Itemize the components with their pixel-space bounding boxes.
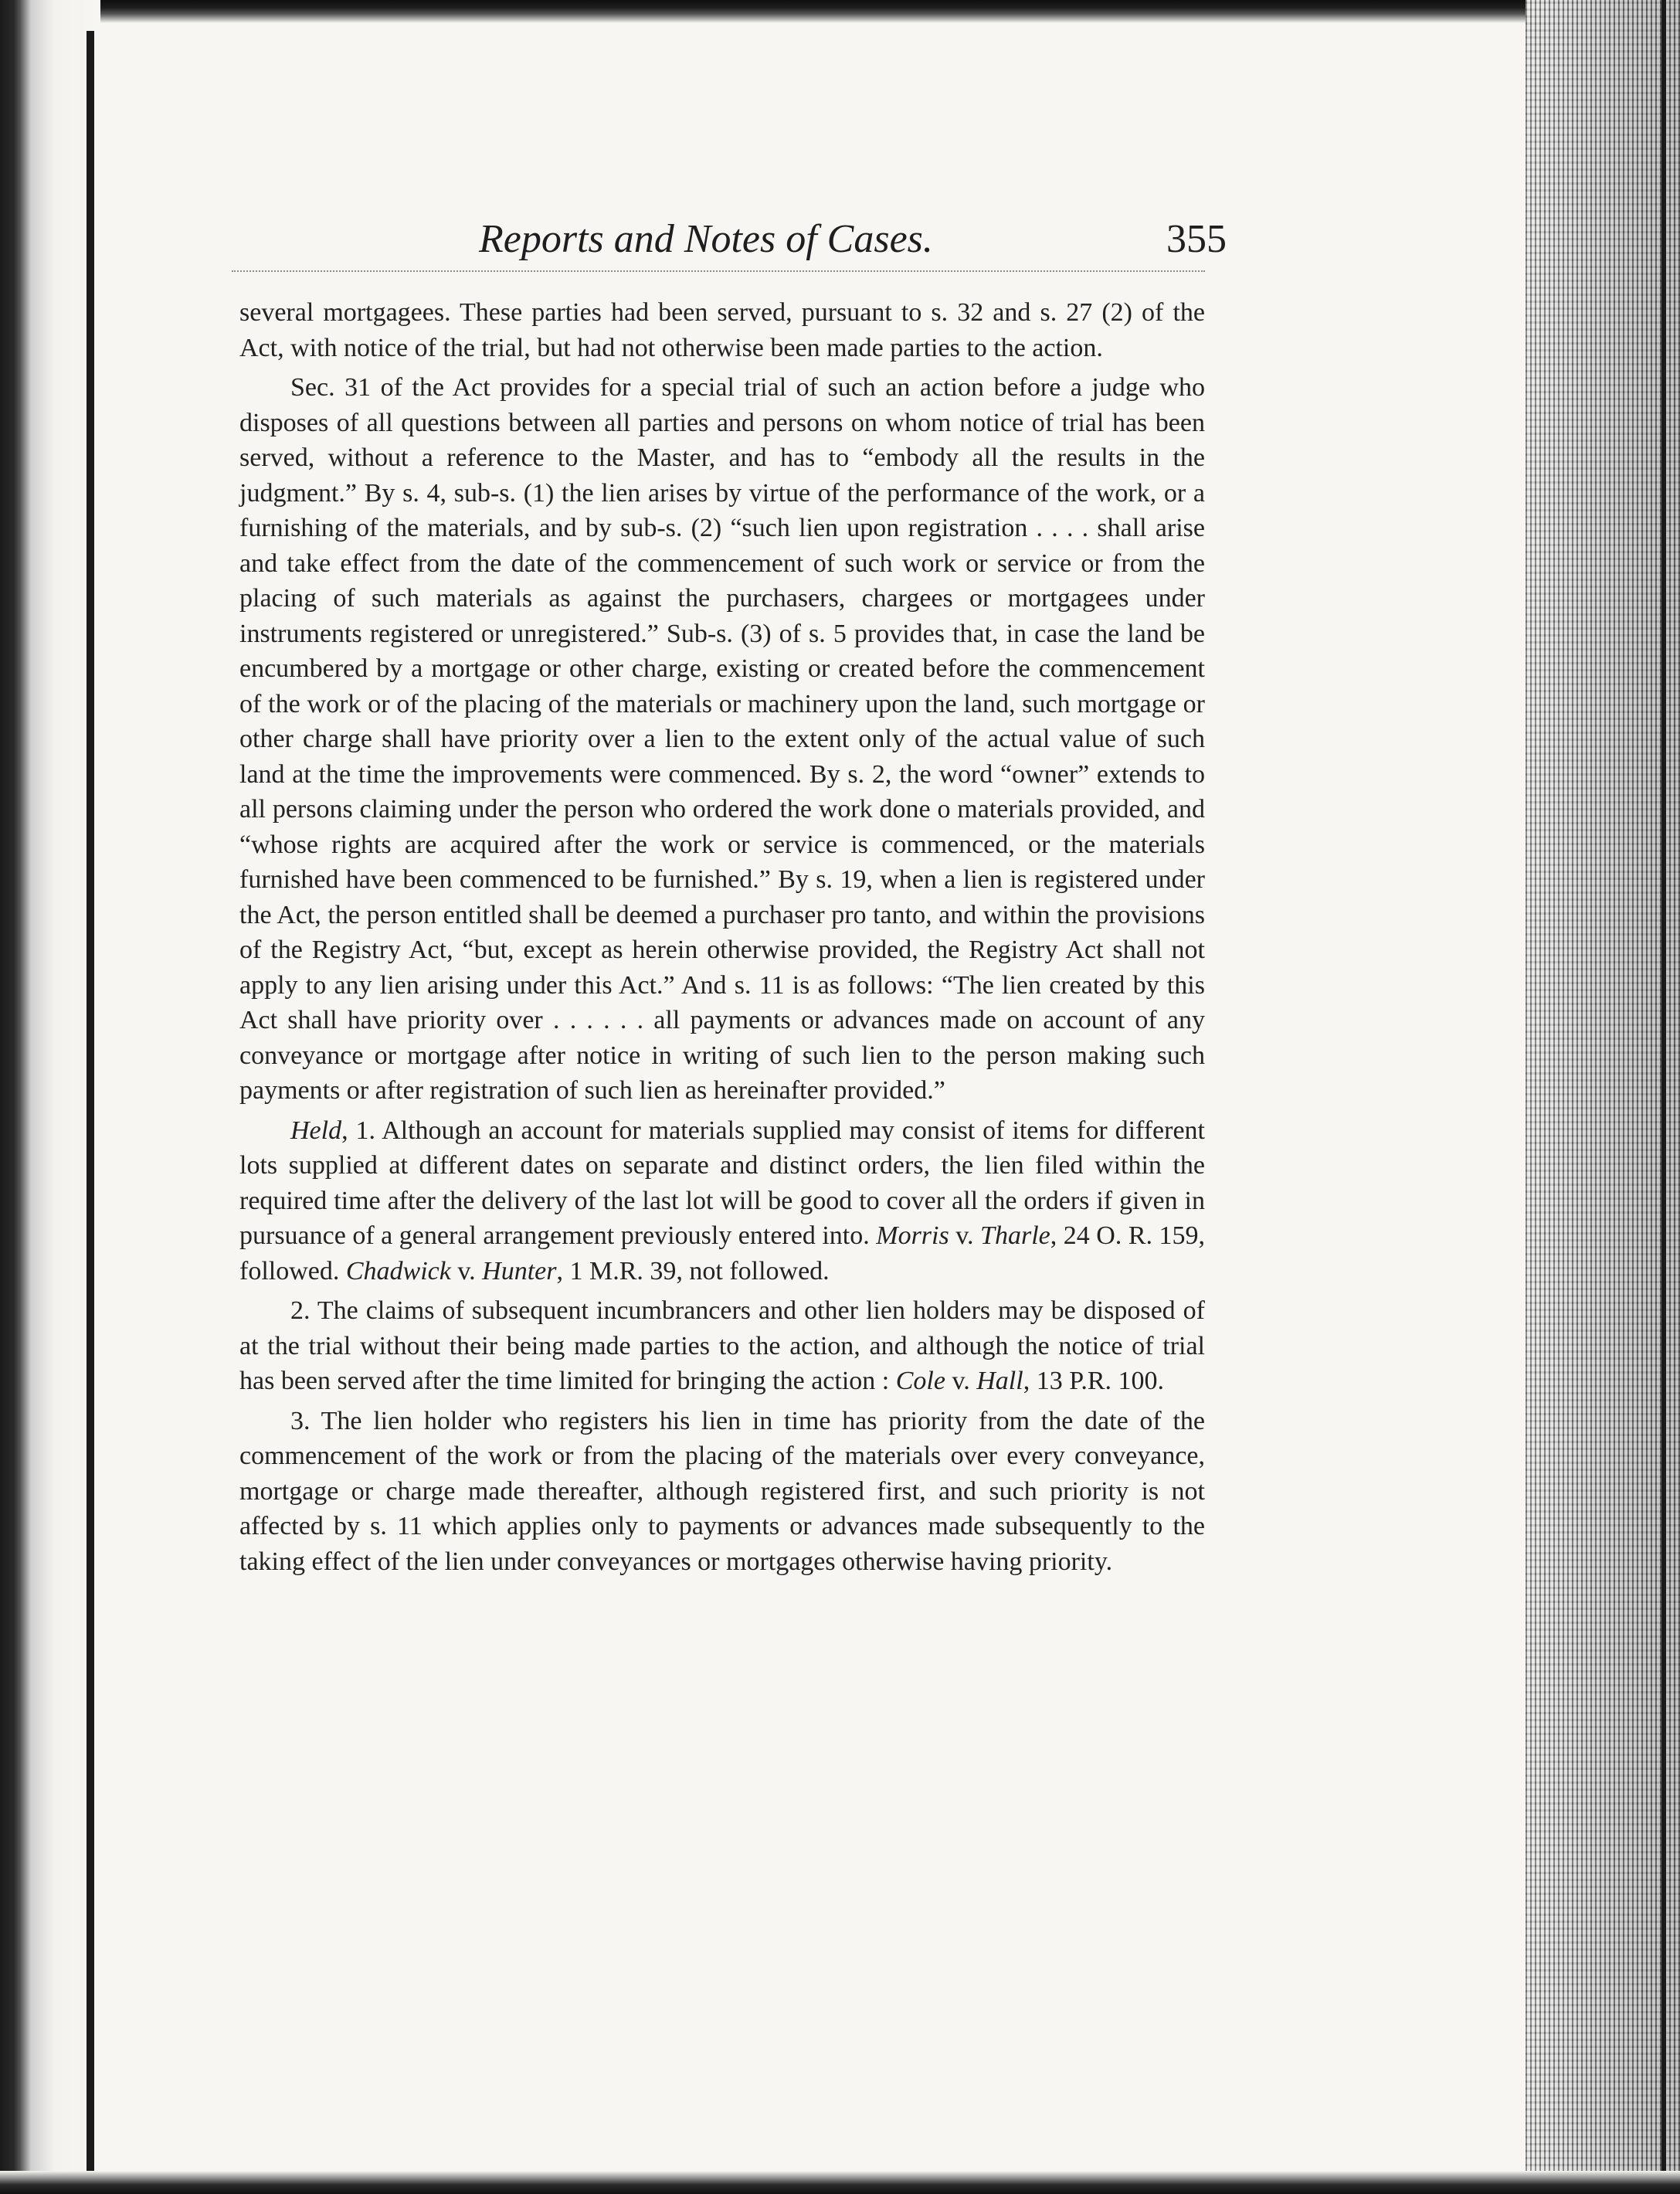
book-spine-shadow [87, 31, 94, 2179]
point-2-text: 2. The claims of subsequent incumbrancers and other lien holders may be disposed of at the trial without their being made parties to the action, and although the notice of trial has been served after the time limited for bringing the action : [239, 1296, 1205, 1395]
case-v: v. [945, 1367, 977, 1395]
paragraph-held [239, 1113, 1205, 1289]
paragraph-point-2 [239, 1293, 1205, 1399]
case-citation: , 1 M.R. 39, not followed. [556, 1256, 830, 1285]
paragraph-statute: Sec. 31 of the Act provides for a special trial of such an action before a judge who disposes of all questions between all parties and persons on whom notice of trial has been served, without a reference to the Master, and has to “embody all the results in the judgment.” By s. 4, sub-s. (1) the lien arises by virtue of the performance of the work, or a furnishing of the materials, and by sub-s. (2) “such lien upon registration . . . . shall arise and take effect from the date of the commencement of such work or service or from the placing of such materials as against the purchasers, chargees or mortgagees under instruments registered or unregistered.” Sub-s. (3) of s. 5 provides that, in case the land be encumbered by a mortgage or other charge, existing or created before the commencement of the work or of the placing of the materials or machinery upon the land, such mortgage or other charge shall have priority over a lien to the extent only of the actual value of such land at the time the improvements were commenced. By s. 2, the word “owner” extends to all persons claiming under the person who ordered the work done o materials provided, and “whose rights are acquired after the work or service is commenced, or the materials furnished have been commenced to be furnished.” By s. 19, when a lien is registered under the Act, the person entitled shall be deemed a purchaser pro tanto, and within the provisions of the Registry Act, “but, except as herein otherwise provided, the Registry Act shall not apply to any lien arising under this Act.” And s. 11 is as follows: “The lien created by this Act shall have priority over . . . . . . all payments or advances made on account of any conveyance or mortgage after notice in writing of such lien to the person making such payments or after registration of such lien as hereinafter provided.” [239, 373, 1205, 1105]
running-title: Reports and Notes of Cases. [479, 217, 933, 261]
case-name: Hunter [482, 1256, 557, 1285]
case-name: Hall [976, 1367, 1023, 1395]
scan-edge-left [0, 0, 100, 2194]
case-name: Morris [876, 1221, 949, 1250]
case-citation: , 13 P.R. 100. [1023, 1367, 1165, 1395]
scan-edge-bottom [0, 2171, 1680, 2194]
scan-edge-right [1526, 0, 1680, 2194]
scan-edge-top [0, 0, 1680, 23]
running-head [232, 216, 1236, 278]
case-name: Cole [895, 1367, 945, 1395]
case-citation: , 24 O. R. 159, followed. [239, 1221, 1206, 1285]
case-v: v. [450, 1256, 483, 1285]
paragraph-continued: several mortgagees. These parties had been served, pursuant to s. 32 and s. 27 (2) of the Act, with notice of the trial, but had not otherwise been made parties to the action. [239, 298, 1205, 362]
paragraph-point-3: 3. The lien holder who registers his lien in time has priority from the date of the commencement of the work or from the placing of the materials over every conveyance, mortgage or charge made thereafter, although registered first, and such priority is not affected by s. 11 which applies only to payments or advances made subsequently to the taking effect of the lien under conveyances or mortgages otherwise having priority. [239, 1406, 1205, 1576]
header-rule [232, 270, 1205, 272]
scan-edge-right-line [1661, 0, 1666, 2194]
case-name: Tharle [980, 1221, 1050, 1250]
page-number: 355 [1166, 217, 1227, 261]
held-text: , 1. Although an account for materials supplied may consist of items for different lots supplied at different dates on separate and distinct orders, the lien filed within the required time after the delivery of the last lot will be good to cover all the orders if given in pursuance of a general arrangement previously entered into. [239, 1116, 1205, 1250]
page-body [239, 295, 1205, 1584]
held-label: Held [290, 1116, 342, 1145]
case-v: v. [949, 1221, 981, 1250]
case-name: Chadwick [345, 1256, 451, 1285]
